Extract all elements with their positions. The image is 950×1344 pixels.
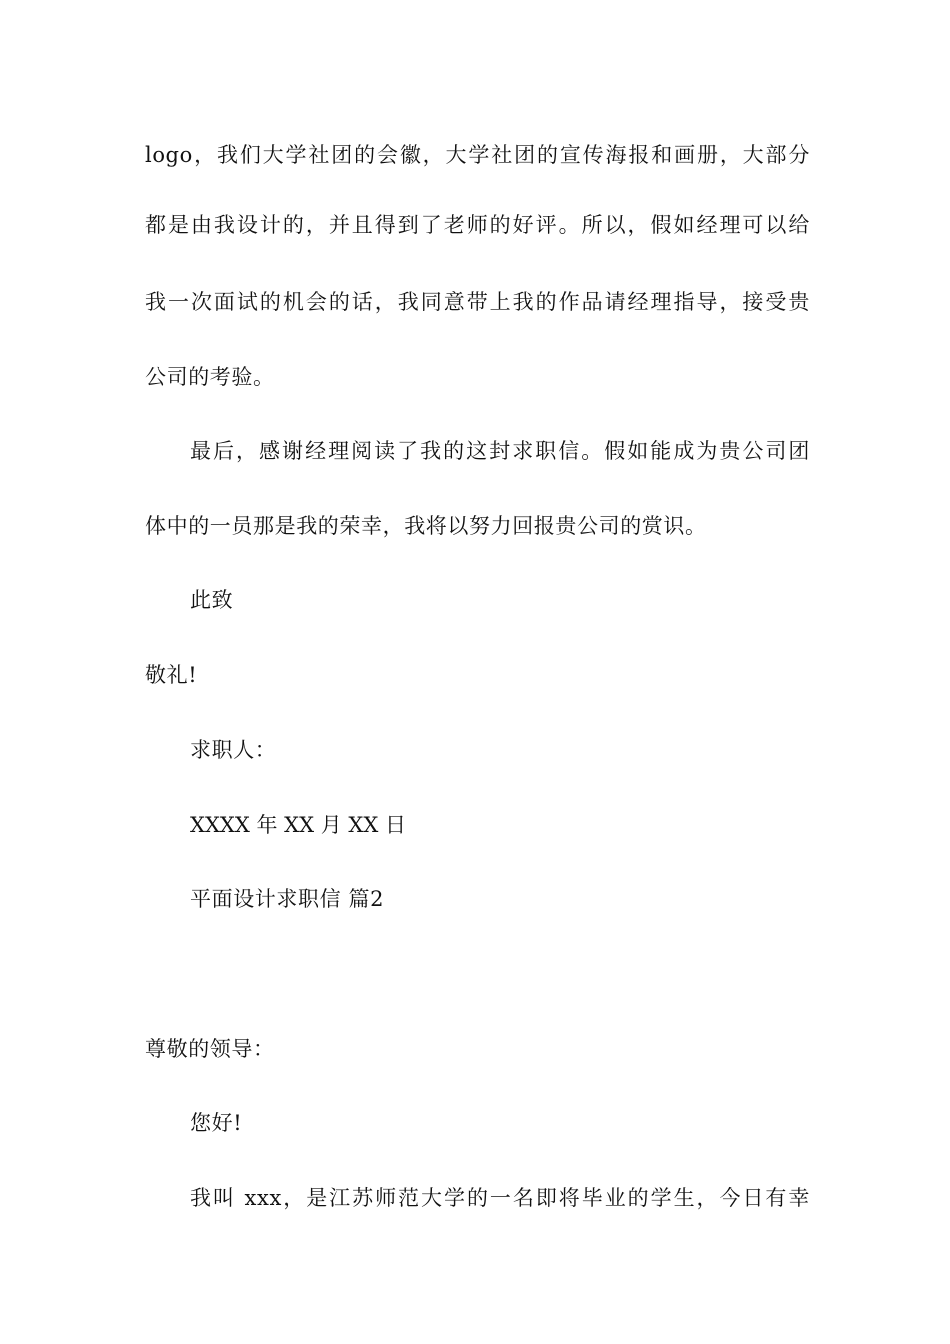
letter-hello: 您好! — [190, 1111, 243, 1135]
salutation-cizhi: 此致 — [190, 588, 234, 612]
applicant-label: 求职人： — [190, 738, 277, 762]
paragraph-line-4: 公司的考验。 — [145, 365, 275, 389]
letter-greeting: 尊敬的领导： — [145, 1037, 275, 1061]
date-line: XXXX 年 XX 月 XX 日 — [190, 813, 406, 837]
paragraph-line-1: logo，我们大学社团的会徽，大学社团的宣传海报和画册，大部分 — [145, 143, 810, 167]
closing-paragraph-line-1: 最后，感谢经理阅读了我的这封求职信。假如能成为贵公司团 — [190, 439, 810, 463]
closing-paragraph-line-2: 体中的一员那是我的荣幸，我将以努力回报贵公司的赏识。 — [145, 514, 707, 538]
paragraph-line-3: 我一次面试的机会的话，我同意带上我的作品请经理指导，接受贵 — [145, 290, 810, 314]
letter-intro-line: 我叫 xxx，是江苏师范大学的一名即将毕业的学生，今日有幸 — [190, 1186, 810, 1210]
salutation-jingli: 敬礼! — [145, 663, 198, 687]
section-heading: 平面设计求职信 篇2 — [190, 887, 385, 911]
paragraph-line-2: 都是由我设计的，并且得到了老师的好评。所以，假如经理可以给 — [145, 213, 810, 237]
